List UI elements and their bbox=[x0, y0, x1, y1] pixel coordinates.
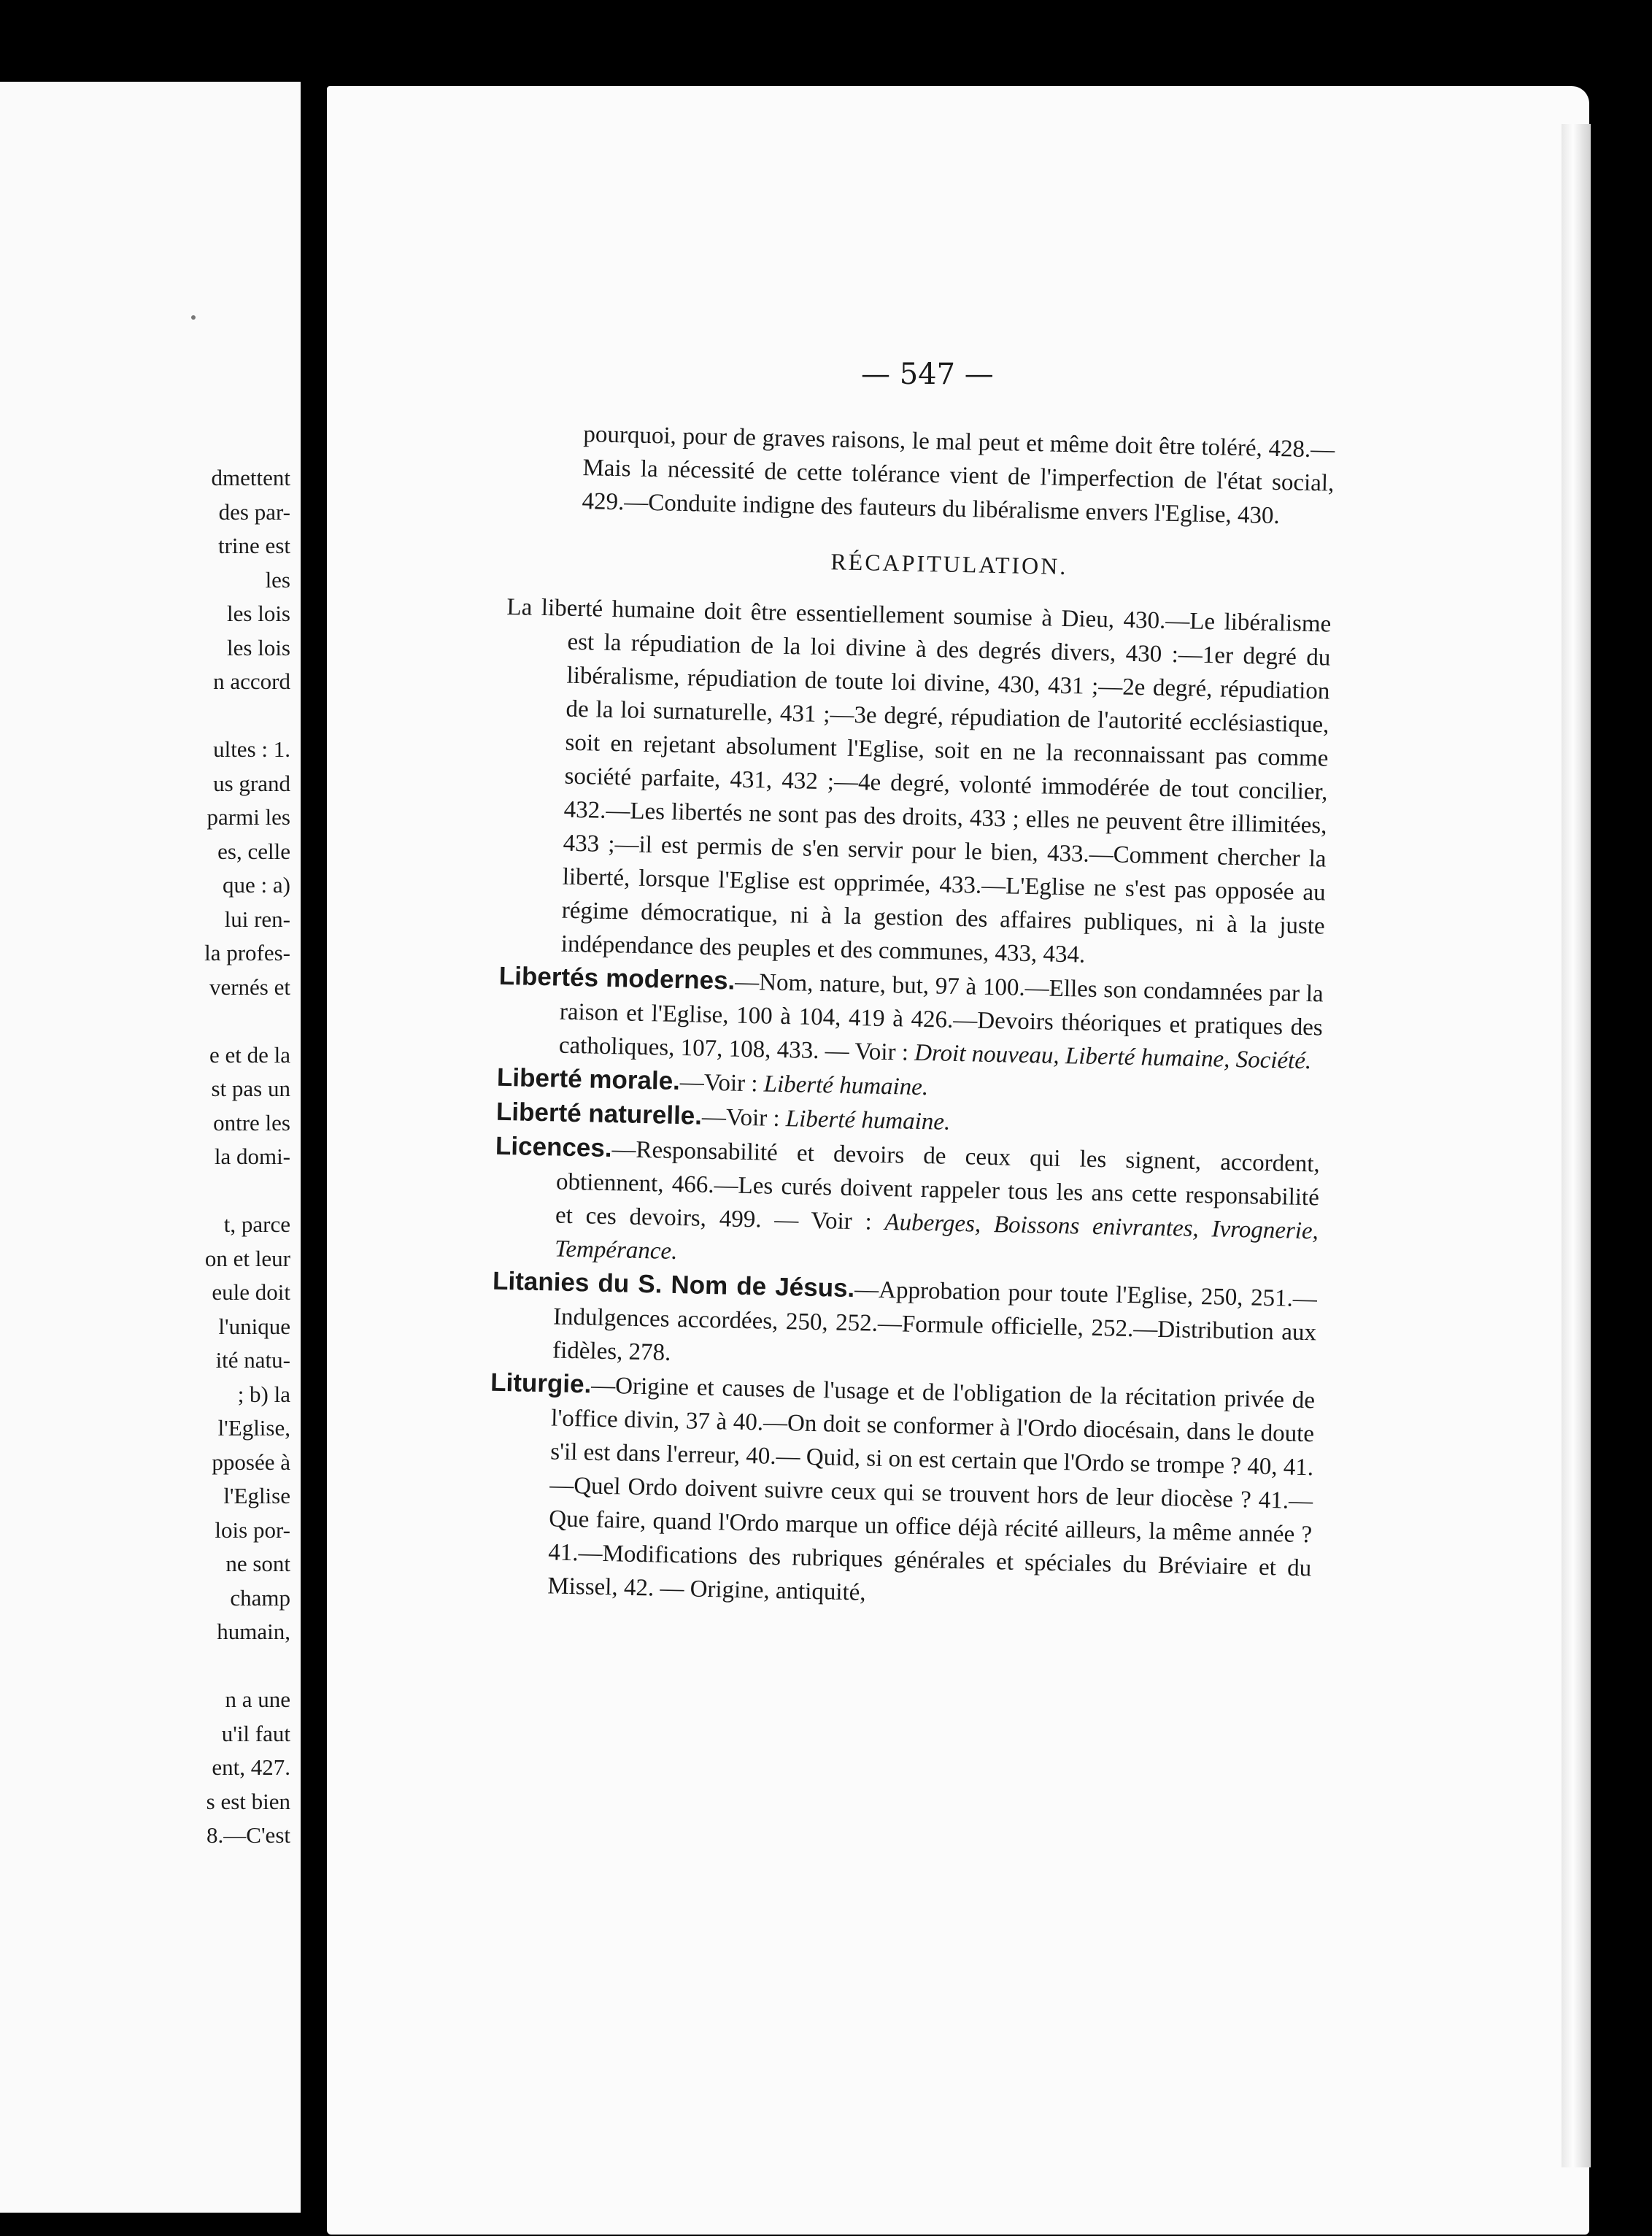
left-page-line: champ bbox=[230, 1584, 290, 1611]
left-page-line: que : a) bbox=[223, 872, 290, 898]
entry-body: —Origine et causes de l'usage et de l'obligation de la récitation privée de l'office divin, 37 à 40.—On doit se conformer à l'Ordo diocésain, dans le doute s'il est dans l'erreur, 40.— Quid, si on est certain que l'Ordo se trompe ? 40, 41.—Quel Ordo doivent suivre ceux qui se trouvent hors de leur diocèse ? 41.—Que faire, quand l'Ordo marque un office déjà récité ailleurs, la même année ? 41.—Modifications des rubriques générales et spéciales du Bréviaire et du Missel, 42. — Origine, antiquité, bbox=[547, 1372, 1316, 1606]
left-page-line: la domi- bbox=[214, 1144, 290, 1169]
left-page-line: s est bien bbox=[206, 1788, 290, 1814]
entry-headword: Libertés modernes. bbox=[498, 961, 736, 995]
left-page-line: lois por- bbox=[215, 1516, 290, 1543]
left-page-line: vernés et bbox=[209, 974, 290, 1000]
left-page-line: on et leur bbox=[204, 1245, 290, 1271]
index-entry bbox=[486, 1366, 1316, 1619]
left-page bbox=[0, 82, 301, 2213]
left-page-line: lui ren- bbox=[224, 906, 290, 932]
left-page-line: ontre les bbox=[213, 1109, 290, 1136]
left-page-line: st pas un bbox=[211, 1076, 290, 1101]
entry-body: —Voir : bbox=[701, 1103, 787, 1133]
entry-see-also: Droit nouveau, Liberté humaine, Société. bbox=[914, 1039, 1312, 1075]
left-page-line: pposée à bbox=[212, 1449, 290, 1475]
left-page-line: ; b) la bbox=[237, 1381, 290, 1407]
left-page-line: us grand bbox=[213, 770, 290, 796]
entry-see-also: Auberges, Boissons enivrantes, Ivrognerie, Tempérance. bbox=[554, 1208, 1319, 1265]
left-page-line: ne sont bbox=[225, 1551, 290, 1576]
left-page-line: dmettent bbox=[211, 465, 290, 490]
left-page-line: ultes : 1. bbox=[213, 736, 290, 762]
left-page-line: ent, 427. bbox=[212, 1754, 290, 1780]
entry-body: —Voir : bbox=[679, 1069, 765, 1098]
paper-speck bbox=[191, 315, 196, 320]
entry-body: —Nom, nature, but, 97 à 100.—Elles son condamnées par la raison et l'Eglise, 100 à 104, 419 à 426.—Devoirs théoriques et pratiques des catholiques, 107, 108, 433. — Voir : bbox=[558, 968, 1324, 1066]
entry-body: —Responsabilité et devoirs de ceux qui les signent, accordent, obtiennent, 466.—Les curés doivent rappeler tous les ans cette responsabilité et ces devoirs, 499. — Voir : bbox=[555, 1136, 1321, 1235]
entry-headword: Liberté morale. bbox=[496, 1063, 681, 1096]
index-entry bbox=[497, 960, 1324, 1079]
entry-body: —Approbation pour toute l'Eglise, 250, 251.—Indulgences accordées, 250, 252.—Formule officielle, 252.—Distribution aux fidèles, 278. bbox=[552, 1276, 1318, 1366]
left-page-line: la profes- bbox=[204, 940, 290, 965]
left-page-line: les lois bbox=[227, 601, 290, 626]
book-gutter bbox=[301, 82, 327, 2213]
left-page-line: t, parce bbox=[223, 1211, 290, 1237]
left-page-line: n accord bbox=[213, 668, 290, 694]
intro-paragraph: pourquoi, pour de graves raisons, le mal peut et même doit être toléré, 428.—Mais la nécessité de cette tolérance vient de l'imperfection de l'état social, 429.—Conduite indigne des fauteurs du libéralisme envers l'Eglise, 430. bbox=[582, 421, 1335, 530]
left-page-line: les lois bbox=[227, 634, 290, 660]
left-page-line: es, celle bbox=[217, 838, 290, 864]
recap-heading: RÉCAPITULATION. bbox=[830, 548, 1068, 580]
entry-headword: Litanies du S. Nom de Jésus. bbox=[492, 1266, 855, 1303]
entry-headword: Liberté naturelle. bbox=[495, 1097, 703, 1130]
left-page-line: 8.—C'est bbox=[206, 1822, 290, 1848]
entry-headword: Liturgie. bbox=[490, 1368, 592, 1399]
left-page-line: l'Eglise bbox=[223, 1483, 290, 1508]
left-page-line: ité natu- bbox=[215, 1347, 290, 1373]
left-page-line: u'il faut bbox=[221, 1720, 290, 1746]
index-entry bbox=[491, 1265, 1318, 1384]
left-page-line: l'unique bbox=[218, 1313, 290, 1339]
index-text-block bbox=[486, 416, 1335, 1619]
index-entries bbox=[486, 960, 1324, 1619]
index-entry bbox=[493, 1130, 1321, 1282]
left-page-line: n a une bbox=[225, 1686, 290, 1712]
entry-headword: Licences. bbox=[495, 1131, 612, 1163]
left-page-line: e et de la bbox=[209, 1041, 290, 1068]
entry-see-also: Liberté humaine. bbox=[763, 1071, 929, 1101]
left-page-line: eule doit bbox=[212, 1279, 290, 1305]
left-page-line: les bbox=[265, 566, 290, 593]
left-page-line: parmi les bbox=[206, 804, 290, 830]
entry-see-also: Liberté humaine. bbox=[785, 1106, 951, 1136]
page-edge bbox=[1562, 124, 1591, 2167]
left-page-line: humain, bbox=[217, 1619, 290, 1644]
left-page-line: des par- bbox=[218, 498, 290, 525]
page-number: — 547 — bbox=[861, 358, 994, 391]
recap-paragraph: La liberté humaine doit être essentiellement soumise à Dieu, 430.—Le libéralisme est la répudiation de la loi divine à des degrés divers, 430 :—1er degré du libéralisme, répudiation de toute loi divine, 430, 431 ;—2e degré, répudiation de la loi surnaturelle, 431 ;—3e degré, répudiation de l'autorité ecclésiastique, soit en rejetant absolument l'Eglise, soit en ne la reconnaissant pas comme société parfaite, 431, 432 ;—4e degré, volonté immodérée de tout concilier, 432.—Les libertés ne sont pas des droits, 433 ; elles ne peuvent être illimitées, 433 ;—il est permis de s'en servir pour le bien, 433.—Comment chercher la liberté, lorsque l'Eglise est opprimée, 433.—L'Eglise ne s'est pas opposée au régime démocratique, ni à la gestion des affaires publiques, ni à la juste indépendance des peuples et des communes, 433, 434. bbox=[506, 593, 1332, 968]
left-page-line: trine est bbox=[218, 533, 290, 558]
left-page-line: l'Eglise, bbox=[217, 1415, 290, 1441]
